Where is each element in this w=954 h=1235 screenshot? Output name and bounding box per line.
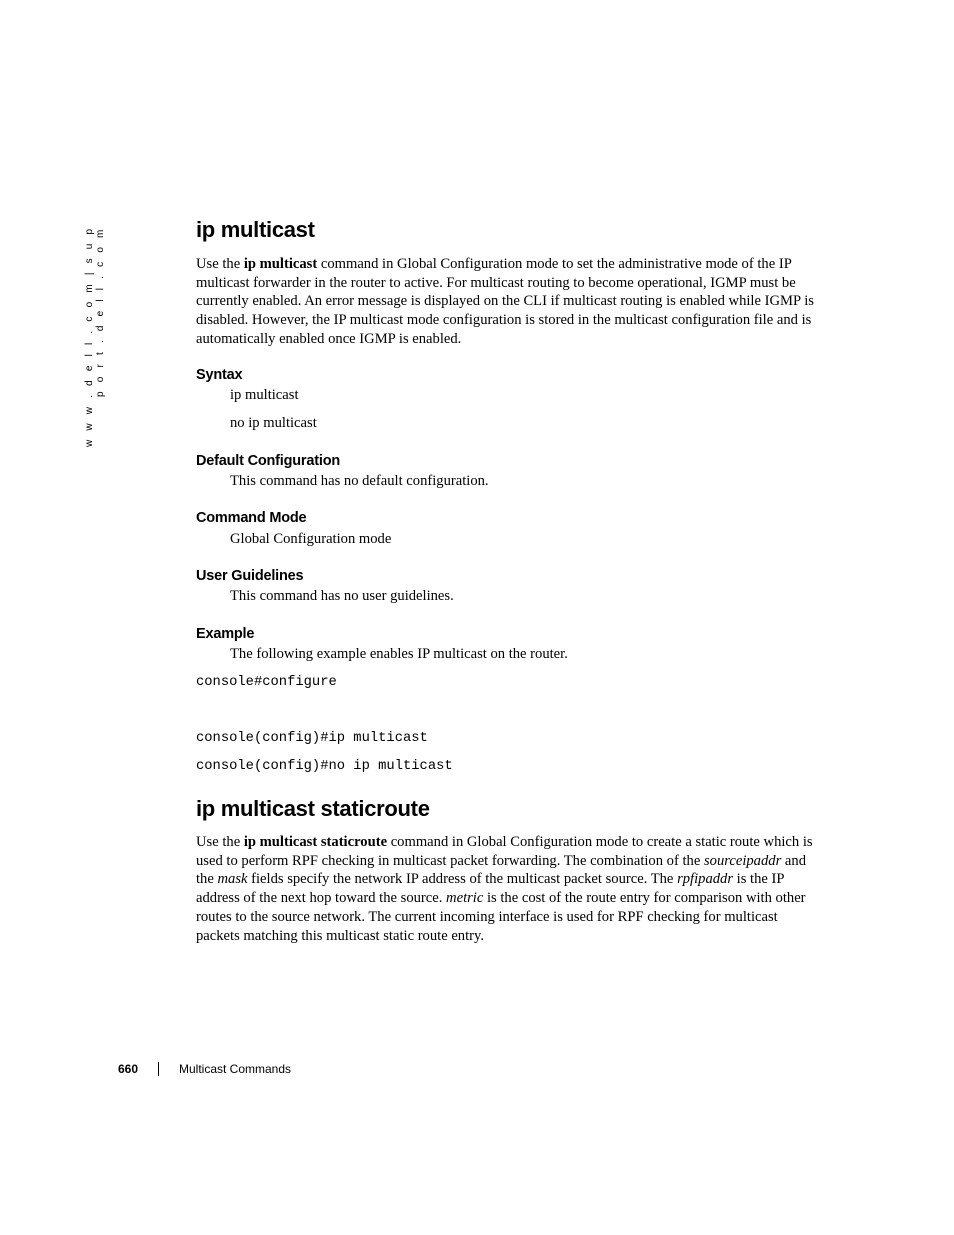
argument-metric: metric bbox=[446, 890, 484, 907]
user-guidelines-heading: User Guidelines bbox=[196, 568, 304, 584]
intro-text-2: command in Global Configuration mode to set the administrative mode of the IP multicast forwarder in the router to active. For multicast routing to become operational, IGMP must be currently enabled. An error message is displayed on the CLI if multicast routing is enabled while IGMP is disabled. However, the IP multicast mode configuration is stored in the multicast configuration file and is automatically enabled once IGMP is enabled. bbox=[196, 256, 814, 347]
command-name: ip multicast bbox=[243, 256, 318, 272]
default-configuration-heading: Default Configuration bbox=[196, 453, 341, 469]
command-mode-text: Global Configuration mode bbox=[230, 531, 392, 547]
intro-text-1: Use the bbox=[196, 256, 244, 272]
intro-text-3: and the bbox=[196, 852, 806, 888]
syntax-heading: Syntax bbox=[196, 367, 243, 383]
intro-text-1: Use the bbox=[196, 834, 244, 850]
intro-text-6: is the cost of the route entry for comparison with other routes to the source network. The current incoming interface is used for RPF checking for multicast packets matching this multicast static route entry. bbox=[196, 890, 806, 944]
command-name: ip multicast staticroute bbox=[243, 834, 388, 850]
chapter-title: Multicast Commands bbox=[179, 1062, 292, 1076]
section-title-ip-multicast: ip multicast bbox=[196, 217, 315, 242]
footer-divider bbox=[158, 1062, 159, 1076]
argument-sourceipaddr: sourceipaddr bbox=[703, 852, 782, 869]
page-number: 660 bbox=[118, 1062, 139, 1076]
syntax-line: ip multicast bbox=[230, 387, 299, 403]
user-guidelines-text: This command has no user guidelines. bbox=[230, 588, 454, 604]
intro-text-5: is the IP address of the next hop toward the source. bbox=[196, 871, 784, 907]
code-line: console(config)#no ip multicast bbox=[196, 759, 453, 774]
intro-paragraph-ip-multicast bbox=[196, 255, 814, 349]
section-title-ip-multicast-staticroute: ip multicast staticroute bbox=[196, 796, 430, 821]
command-mode-heading: Command Mode bbox=[196, 510, 307, 526]
intro-text-2: command in Global Configuration mode to create a static route which is used to perform RPF checking in multicast packet forwarding. The combination of the bbox=[196, 834, 813, 869]
argument-mask: mask bbox=[217, 871, 248, 888]
code-line: console(config)#ip multicast bbox=[196, 731, 428, 746]
default-configuration-text: This command has no default configuration. bbox=[230, 473, 489, 489]
code-line: console#configure bbox=[196, 675, 337, 690]
example-heading: Example bbox=[196, 626, 255, 642]
argument-rpfipaddr: rpfipaddr bbox=[677, 871, 734, 888]
example-text: The following example enables IP multicast on the router. bbox=[230, 646, 568, 662]
syntax-line: no ip multicast bbox=[230, 415, 317, 431]
intro-text-4: fields specify the network IP address of the multicast packet source. The bbox=[247, 871, 678, 888]
intro-paragraph-ip-multicast-staticroute bbox=[196, 833, 814, 945]
sidebar-url: w w w . d e l l . c o m | s u p p o r t . d e l l . c o m bbox=[84, 226, 106, 448]
